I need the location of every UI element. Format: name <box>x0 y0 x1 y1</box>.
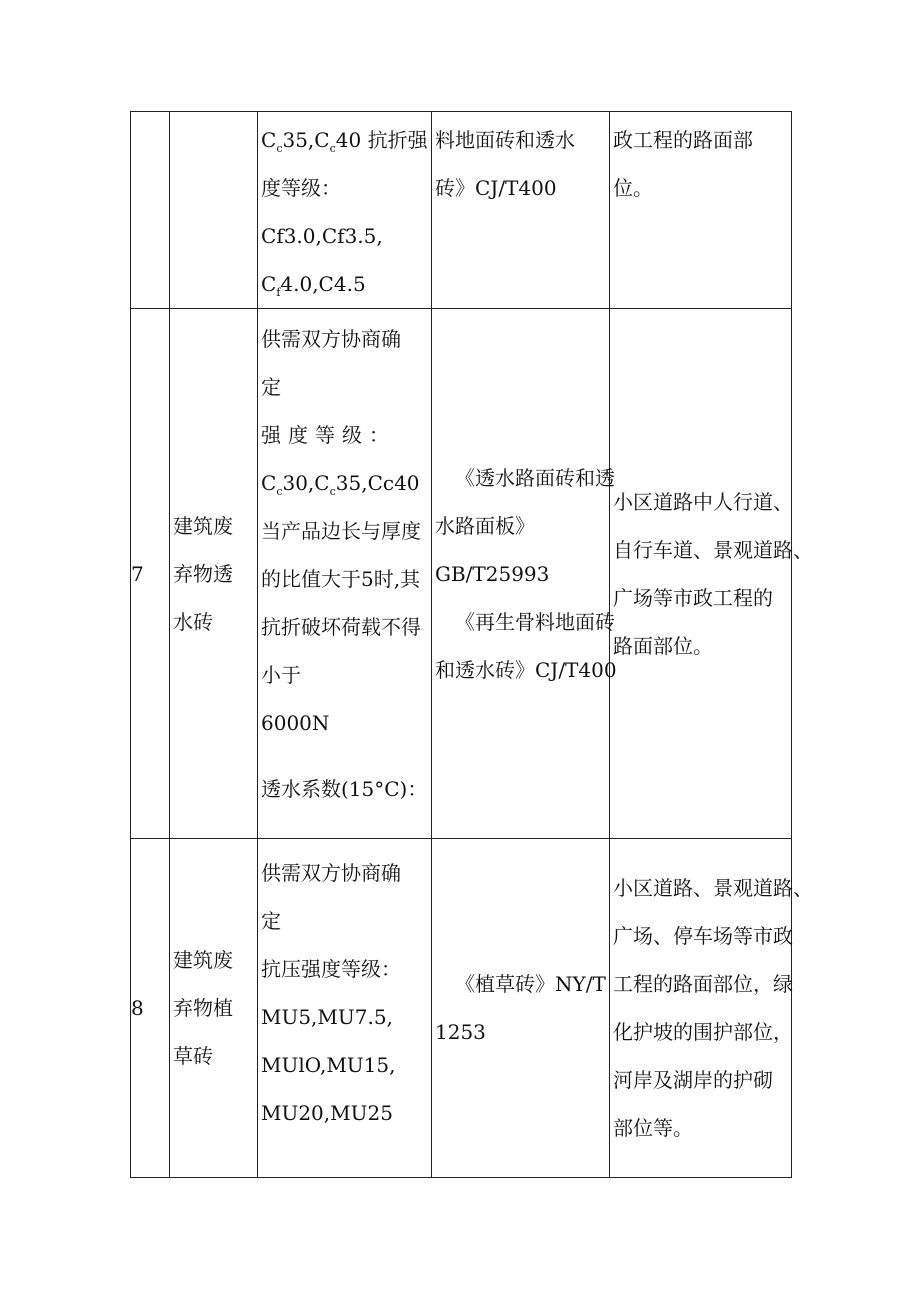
application-line: 小区道路中人行道、 <box>613 489 793 514</box>
standard-cell <box>432 309 617 839</box>
application-cell <box>610 112 792 309</box>
requirement-cell <box>258 839 432 1178</box>
standard-line: 料地面砖和透水 <box>435 128 575 152</box>
requirement-line: 小于 <box>261 663 301 687</box>
application-line: 部位等。 <box>613 1116 693 1140</box>
requirement-line: 6000N <box>261 711 330 735</box>
application-line: 工程的路面部位，绿 <box>613 972 793 996</box>
standard-line: GB/T25993 <box>435 561 550 586</box>
requirement-line: $C_f4.0,C4.5$ <box>261 272 366 299</box>
requirement-line: 供需双方协商确 <box>261 861 401 885</box>
standard-line: 砖》CJ/T400 <box>435 176 557 200</box>
product-name-line: 建筑废 <box>173 948 233 972</box>
product-name-line: 弃物透 <box>173 561 233 586</box>
product-name-line: 水砖 <box>173 609 213 634</box>
application-line: 自行车道、景观道路、 <box>613 537 813 562</box>
application-line: 广场、停车场等市政 <box>613 924 793 948</box>
row-number-cell: 8 <box>131 839 170 1178</box>
product-name-cell <box>170 112 258 309</box>
requirement-line: 当产品边长与厚度 <box>261 519 421 543</box>
product-name-line: 草砖 <box>173 1044 213 1068</box>
row-number-cell: 7 <box>131 309 170 839</box>
requirement-line: 透水系数(15°C)： <box>261 777 428 801</box>
application-line: 位。 <box>613 176 653 200</box>
requirement-line: MU20,MU25 <box>261 1101 393 1125</box>
requirement-line: Cf3.0,Cf3.5, <box>261 224 383 248</box>
requirement-line: $C_c35,C_c40$ 抗折强 <box>261 128 428 155</box>
standard-cell <box>432 112 610 309</box>
table-row <box>131 839 792 1178</box>
application-cell <box>610 839 813 1178</box>
spec-table <box>130 111 813 1178</box>
standard-line: 《再生骨料地面砖 <box>455 609 615 634</box>
standard-line: 《植草砖》NY/T <box>455 972 606 996</box>
standard-cell <box>432 839 610 1178</box>
requirement-line: 度等级： <box>261 176 341 200</box>
standard-line: 《透水路面砖和透 <box>455 465 615 490</box>
table-row <box>131 309 792 839</box>
product-name-cell <box>170 839 258 1178</box>
requirement-line: 供需双方协商确 <box>261 327 401 351</box>
product-name-cell <box>170 309 258 839</box>
table-row <box>131 112 792 309</box>
requirement-line: 的比值大于5时,其 <box>261 567 421 591</box>
requirement-line: $C_c30,C_c35,Cc40$ <box>261 471 420 498</box>
standard-line: 水路面板》 <box>435 513 535 538</box>
requirement-line: MU5,MU7.5, <box>261 1005 393 1029</box>
standard-line: 1253 <box>435 1020 486 1044</box>
application-line: 化护坡的围护部位， <box>613 1020 793 1044</box>
application-line: 政工程的路面部 <box>613 128 753 152</box>
requirement-line: 强度等级： <box>261 423 396 447</box>
requirement-line: MUlO,MU15, <box>261 1053 396 1077</box>
requirement-cell <box>258 112 432 309</box>
requirement-line: 抗折破坏荷载不得 <box>261 615 421 639</box>
product-name-line: 弃物植 <box>173 996 233 1020</box>
application-line: 路面部位。 <box>613 633 713 658</box>
application-line: 广场等市政工程的 <box>613 585 773 610</box>
product-name-line: 建筑废 <box>173 513 233 538</box>
requirement-line: 抗压强度等级： <box>261 957 401 981</box>
application-line: 小区道路、景观道路、 <box>613 876 813 900</box>
standard-line: 和透水砖》CJ/T400 <box>435 657 617 682</box>
requirement-line: 定 <box>261 909 281 933</box>
application-line: 河岸及湖岸的护砌 <box>613 1068 773 1092</box>
row-number-cell <box>131 112 170 309</box>
requirement-line: 定 <box>261 375 281 399</box>
requirement-cell <box>258 309 432 839</box>
application-cell <box>610 309 813 839</box>
